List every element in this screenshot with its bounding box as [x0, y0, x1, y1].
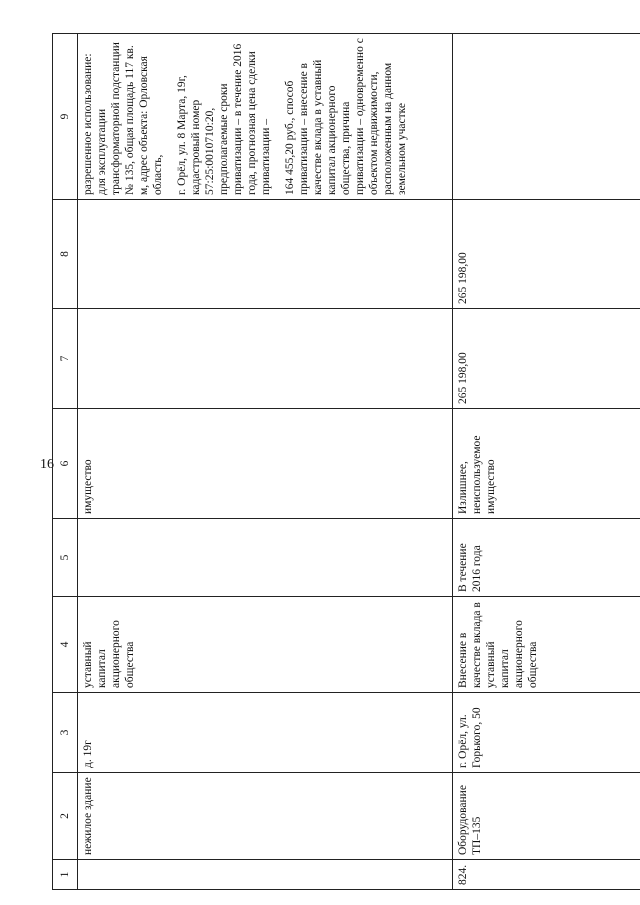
cell-name: Оборудование ТП–135: [452, 773, 640, 860]
rotated-table-wrapper: [52, 34, 640, 890]
col-header-1: 1: [53, 860, 78, 890]
col-header-8: 8: [53, 200, 78, 309]
cell-value-7: 265 198,00: [452, 309, 640, 409]
property-table: [52, 33, 640, 890]
cell-notes: [78, 34, 453, 200]
cell-term: [78, 519, 453, 597]
col-header-7: 7: [53, 309, 78, 409]
table-row: [452, 34, 640, 890]
header-row: [53, 34, 78, 890]
cell-number: 824.: [452, 860, 640, 890]
col-header-2: 2: [53, 773, 78, 860]
cell-reason: Излишнее, неиспользуемое имущество: [452, 409, 640, 519]
table-row: [78, 34, 453, 890]
col-header-4: 4: [53, 597, 78, 693]
cell-value-8: [78, 200, 453, 309]
cell-term: В течение 2016 года: [452, 519, 640, 597]
page-number: 16: [40, 457, 54, 472]
cell-method: уставный капитал акционерного общества: [78, 597, 453, 693]
cell-name: нежилое здание: [78, 773, 453, 860]
cell-notes: [452, 34, 640, 200]
cell-value-8: 265 198,00: [452, 200, 640, 309]
cell-method: Внесение в качестве вклада в уставный капитал акционерного общества: [452, 597, 640, 693]
cell-address: д. 19г: [78, 693, 453, 773]
cell-address: г. Орёл, ул. Горького, 50: [452, 693, 640, 773]
col-header-3: 3: [53, 693, 78, 773]
col-header-9: 9: [53, 34, 78, 200]
cell-number: [78, 860, 453, 890]
notes-paragraph-1: разрешенное использование: для эксплуатации трансформаторной подстанции № 135, общая площадь 117 кв. м, адрес объекта: Орловская область,: [82, 42, 164, 195]
notes-paragraph-2: г. Орёл, ул. 8 Марта, 19г, кадастровый номер 57:25:0010710:20, предполагаемые сроки приватизации – в течение 2016 года, прогнозная цена сделки приватизации –: [176, 43, 272, 195]
col-header-5: 5: [53, 519, 78, 597]
cell-reason: имущество: [78, 409, 453, 519]
col-header-6: 6: [53, 409, 78, 519]
cell-value-7: [78, 309, 453, 409]
notes-paragraph-3: 164 455,20 руб., способ приватизации – внесение в качестве вклада в уставный капитал акционерного общества, причина приватизации – одновременно с объектом недвижимости, расположенным на данном земельном участке: [284, 38, 408, 195]
